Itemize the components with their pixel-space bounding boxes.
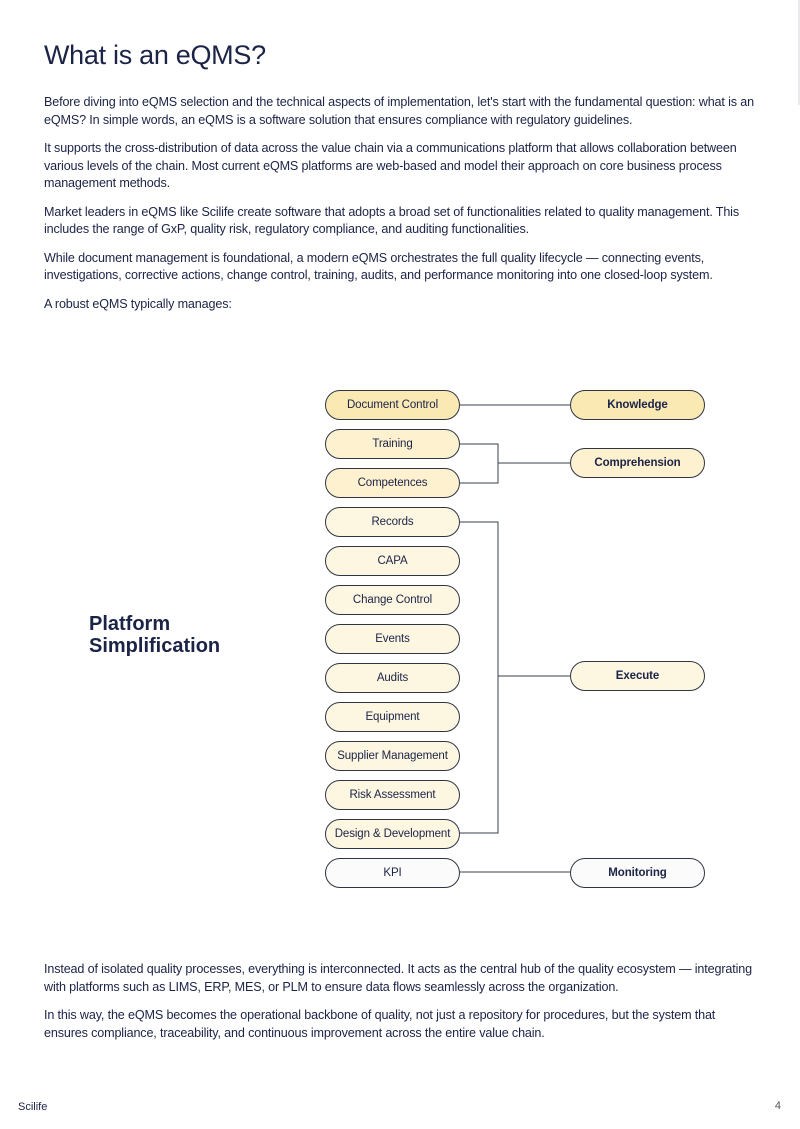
intro-paragraph-1: Before diving into eQMS selection and the technical aspects of implementation, let's start with the fundamental question: what is an eQMS? In simple words, an eQMS is a software solution that ensures compliance with regulatory guidelines. <box>44 95 754 127</box>
process-competences: Competences <box>325 468 460 498</box>
page-number: 4 <box>774 1100 781 1112</box>
outcome-knowledge: Knowledge <box>570 390 705 420</box>
process-records: Records <box>325 507 460 537</box>
outro-paragraph-1: Instead of isolated quality processes, everything is interconnected. It acts as the central hub of the quality ecosystem — integrating with platforms such as LIMS, ERP, MES, or PLM to ensure data flows seamlessly across the organization. <box>44 962 752 994</box>
outcome-monitoring: Monitoring <box>570 858 705 888</box>
intro-text <box>44 94 756 324</box>
process-kpi: KPI <box>325 858 460 888</box>
process-capa: CAPA <box>325 546 460 576</box>
process-risk-assessment: Risk Assessment <box>325 780 460 810</box>
process-events: Events <box>325 624 460 654</box>
outro-text <box>44 961 756 1053</box>
process-supplier-management: Supplier Management <box>325 741 460 771</box>
diagram-heading: Platform Simplification <box>89 613 221 657</box>
process-training: Training <box>325 429 460 459</box>
intro-paragraph-2: It supports the cross-distribution of data across the value chain via a communications platform that allows collaboration between various levels of the chain. Most current eQMS platforms are web-based and model their approach on core business process management methods. <box>44 141 737 190</box>
intro-paragraph-4: While document management is foundational, a modern eQMS orchestrates the full quality lifecycle — connecting events, investigations, corrective actions, change control, training, audits, and performance monitoring into one closed-loop system. <box>44 250 713 282</box>
intro-paragraph-3: Market leaders in eQMS like Scilife create software that adopts a broad set of functionalities related to quality management. This includes the range of GxP, quality risk, regulatory compliance, and auditing functionalities. <box>44 204 739 236</box>
process-audits: Audits <box>325 663 460 693</box>
process-equipment: Equipment <box>325 702 460 732</box>
process-design-development: Design & Development <box>325 819 460 849</box>
footer-brand: Scilife <box>18 1101 48 1113</box>
process-change-control: Change Control <box>325 585 460 615</box>
outcome-execute: Execute <box>570 661 705 691</box>
outcome-comprehension: Comprehension <box>570 448 705 478</box>
platform-diagram <box>0 385 800 895</box>
process-document-control: Document Control <box>325 390 460 420</box>
intro-paragraph-5: A robust eQMS typically manages: <box>44 296 232 311</box>
page-title: What is an eQMS? <box>44 40 266 70</box>
outro-paragraph-2: In this way, the eQMS becomes the operational backbone of quality, not just a repository for procedures, but the system that ensures compliance, traceability, and continuous improvement across the entire value chain. <box>44 1008 716 1040</box>
